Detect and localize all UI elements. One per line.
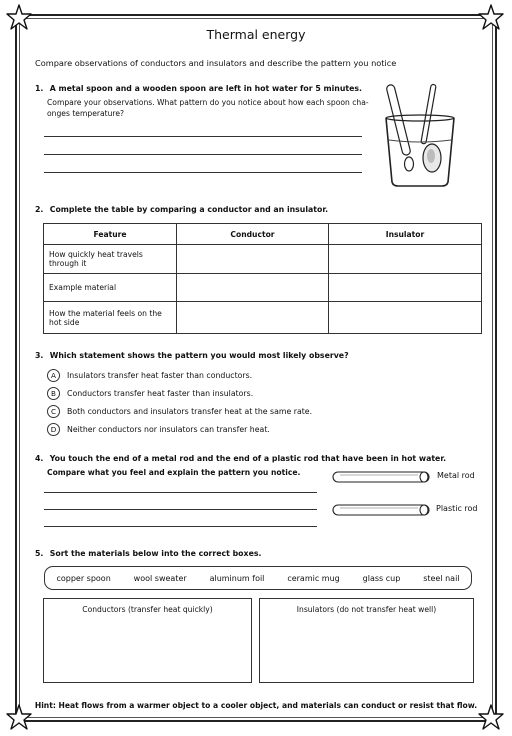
table-cell-insulator[interactable]: [329, 245, 482, 274]
answer-line[interactable]: [44, 509, 317, 510]
instruction-line: Compare your observations. What pattern do you notice about how each spoon cha-: [47, 98, 369, 107]
table-cell-conductor[interactable]: [177, 302, 329, 334]
word-bank-item[interactable]: wool sweater: [133, 573, 187, 583]
table-header-cell: Feature: [44, 224, 177, 245]
question-2: [35, 205, 328, 214]
insulators-box[interactable]: [259, 598, 474, 683]
box-heading: Conductors (transfer heat quickly): [82, 605, 213, 614]
table-header-row: [44, 224, 482, 245]
metal-rod-illustration: [332, 469, 432, 483]
choice-d[interactable]: [47, 423, 270, 436]
answer-line[interactable]: [44, 526, 317, 527]
table-cell-insulator[interactable]: [329, 302, 482, 334]
word-bank: [44, 566, 472, 590]
box-heading: Insulators (do not transfer heat well): [296, 605, 437, 614]
question-number: 3.: [35, 351, 44, 360]
instruction-line: onges temperature?: [47, 109, 125, 118]
question-number: 5.: [35, 549, 44, 558]
question-number: 1.: [35, 84, 44, 93]
table-header-cell: Insulator: [329, 224, 482, 245]
table-row: [44, 302, 482, 334]
question-1-instructions: [47, 97, 369, 119]
plastic-rod-label: Plastic rod: [436, 504, 478, 513]
choice-letter-circle[interactable]: B: [47, 387, 60, 400]
question-prompt: Which statement shows the pattern you would most likely observe?: [49, 351, 349, 360]
table-cell-conductor[interactable]: [177, 245, 329, 274]
choice-text: Insulators transfer heat faster than conductors.: [67, 371, 253, 380]
word-bank-item[interactable]: ceramic mug: [287, 573, 340, 583]
choice-text: Neither conductors nor insulators can transfer heat.: [67, 425, 270, 434]
question-prompt: A metal spoon and a wooden spoon are left in hot water for 5 minutes.: [49, 84, 362, 93]
intro-text: Compare observations of conductors and insulators and describe the pattern you notice: [35, 58, 397, 68]
choice-b[interactable]: [47, 387, 253, 400]
table-row: [44, 245, 482, 274]
page-title: Thermal energy: [206, 27, 306, 42]
plastic-rod-illustration: [332, 502, 432, 516]
table-cell-feature: How quickly heat travels through it: [44, 245, 177, 274]
question-prompt: Complete the table by comparing a conductor and an insulator.: [49, 205, 329, 214]
answer-line[interactable]: [44, 136, 362, 137]
table-header-cell: Conductor: [177, 224, 329, 245]
question-3: [35, 351, 349, 360]
metal-rod-label: Metal rod: [437, 471, 475, 480]
question-4-instructions: Compare what you feel and explain the pattern you notice.: [47, 468, 301, 477]
word-bank-item[interactable]: copper spoon: [56, 573, 111, 583]
table-cell-insulator[interactable]: [329, 274, 482, 302]
table-cell-feature: How the material feels on the hot side: [44, 302, 177, 334]
table-cell-feature: Example material: [44, 274, 177, 302]
answer-line[interactable]: [44, 154, 362, 155]
question-5: [35, 549, 261, 558]
answer-line[interactable]: [44, 172, 362, 173]
comparison-table: [43, 223, 482, 334]
question-prompt: You touch the end of a metal rod and the end of a plastic rod that have been in hot water.: [49, 454, 447, 463]
table-row: [44, 274, 482, 302]
question-4: [35, 454, 446, 463]
table-cell-conductor[interactable]: [177, 274, 329, 302]
word-bank-item[interactable]: steel nail: [423, 573, 460, 583]
word-bank-item[interactable]: aluminum foil: [209, 573, 265, 583]
question-1: [35, 84, 362, 93]
word-bank-item[interactable]: glass cup: [362, 573, 401, 583]
choice-a[interactable]: [47, 369, 252, 382]
choice-c[interactable]: [47, 405, 312, 418]
choice-text: Conductors transfer heat faster than insulators.: [67, 389, 254, 398]
question-number: 4.: [35, 454, 44, 463]
answer-line[interactable]: [44, 492, 317, 493]
question-prompt: Sort the materials below into the correct boxes.: [49, 549, 262, 558]
choice-text: Both conductors and insulators transfer heat at the same rate.: [67, 407, 313, 416]
question-number: 2.: [35, 205, 44, 214]
glass-with-spoons-illustration: [380, 78, 462, 190]
choice-letter-circle[interactable]: D: [47, 423, 60, 436]
choice-letter-circle[interactable]: C: [47, 405, 60, 418]
conductors-box[interactable]: [43, 598, 252, 683]
hint-text: Hint: Heat flows from a warmer object to a cooler object, and materials can conduct or resist that flow.: [34, 701, 478, 710]
choice-letter-circle[interactable]: A: [47, 369, 60, 382]
